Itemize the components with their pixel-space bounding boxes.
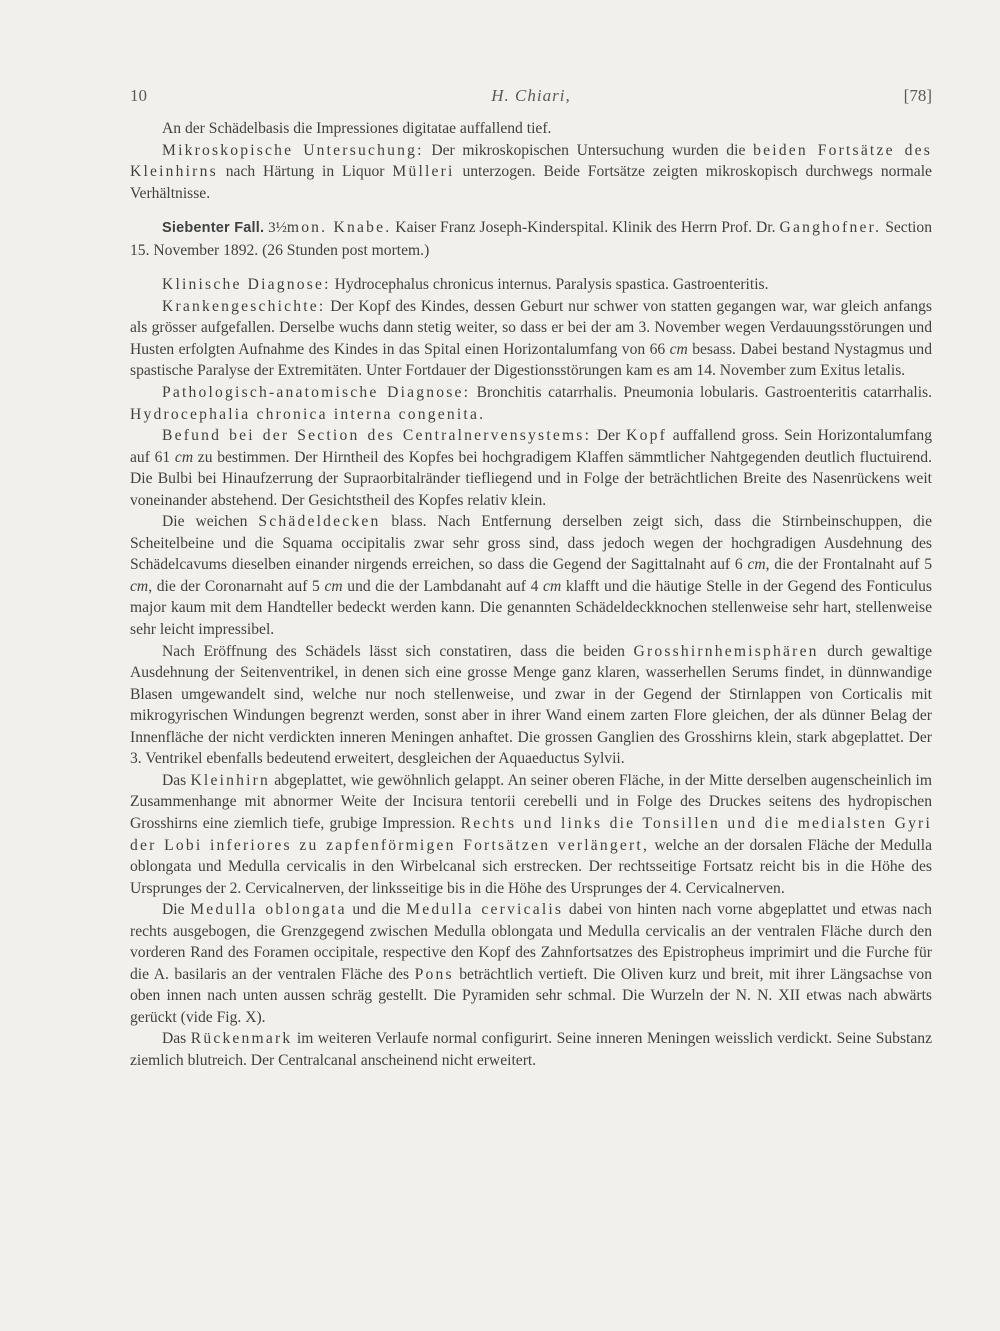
- text: durch gewaltige Ausdehnung der Seitenventrikel, in denen sich eine grosse Menge ganz klaren, wasserhellen Serums findet, in dünnwandige Blasen umgewandelt sind, welche nur noch stellenweise, und zwar in der Gegend der Stirnlappen von Corticalis mit mikrogyrischen Windungen begrenzt werden, sonst aber in ihrer Wand einem zarten Flore gleichen, der als dünner Belag der Innenfläche der nicht verdickten inneren Meningen anhaftet. Die grossen Ganglien des Grosshirns klein, stark abgeplattet. Der 3. Ventrikel ebenfalls bedeutend erweitert, desgleichen der Aquaeductus Sylvii.: [130, 642, 932, 768]
- text: auffallend gross. Sein Horizontalumfang auf 61: [130, 427, 932, 466]
- text: beträchtlich vertieft. Die Oliven kurz und breit, mit ihrer Längsachse von oben innen nach unten aussen schräg gestellt. Die Pyramiden sehr schmal. Die Wurzeln der N. N. XII etwas nach abwärts gerückt (vide Fig. X).: [130, 965, 932, 1026]
- spaced-term: Rückenmark: [190, 1030, 293, 1048]
- paragraph-clinical-diagnosis: [130, 274, 932, 296]
- section-lead: Mikroskopische Untersuchung:: [162, 141, 424, 159]
- text: abgeplattet, wie gewöhnlich gelappt. An seiner oberen Fläche, in der Mitte derselben augenscheinlich im Zusammenhange mit abnormer Weite der Incisura tentorii cerebelli und in Folge des Druckes seitens des hydropischen Grosshirns eine ziemlich tiefe, grubige Impression.: [130, 771, 932, 832]
- text: Das: [162, 1030, 191, 1048]
- page-number: 10: [130, 86, 147, 105]
- text: Hydrocephalus chronicus internus. Paralysis spastica. Gastroenteritis.: [330, 276, 769, 294]
- unit: cm: [543, 577, 562, 595]
- paragraph-cerebrum: [130, 641, 932, 770]
- text: besass. Dabei bestand Nystagmus und spastische Paralyse der Extremitäten. Unter Fortdauer der Digestionsstörungen kam es am 14. November zum Exitus letalis.: [130, 340, 932, 380]
- paragraph-spinal-cord: [130, 1028, 932, 1071]
- paragraph-section-findings: [130, 425, 932, 511]
- case-title: Siebenter Fall.: [162, 220, 265, 237]
- patient-age: 3½: [264, 220, 287, 237]
- unit: cm: [324, 577, 343, 595]
- journal-page-reference: [78]: [903, 86, 932, 105]
- section-lead: Pathologisch-anatomische Diagnose:: [162, 384, 471, 402]
- spaced-term: Grosshirnhemisphären: [633, 642, 819, 660]
- spaced-term: Schädeldecken: [258, 513, 381, 531]
- text: welche an der dorsalen Fläche der Medulla oblongata und Medulla cervicalis in den Wirbelcanal sich erstrecken. Der rechtsseitige Fortsatz reicht bis in die Höhe des Ursprunges der 2. Cervicalnerven, der linksseitige bis in die Höhe des Ursprunges der 4. Cervicalnerven.: [130, 836, 932, 897]
- spaced-term: Rechts und links die Tonsillen und die medialsten Gyri der Lobi inferiores zu zapfenförmigen Fortsätzen verlängert,: [130, 814, 932, 854]
- text: Der mikroskopischen Untersuchung wurden die: [423, 141, 754, 159]
- text: im weiteren Verlaufe normal configurirt. Seine inneren Meningen weisslich verdickt. Seine Substanz ziemlich blutreich. Der Centralcanal anscheinend nicht erweitert.: [130, 1030, 932, 1069]
- paragraph-medulla: [130, 899, 932, 1028]
- paragraph-skull-cover: [130, 511, 932, 640]
- text: Nach Eröffnung des Schädels lässt sich constatiren, dass die beiden: [162, 642, 634, 660]
- spaced-term: Mülleri: [392, 163, 455, 181]
- text: zu bestimmen. Der Hirntheil des Kopfes bei hochgradigem Klaffen sämmtlicher Nahtgegenden deutlich fluctuirend. Die Bulbi bei Hinaufzerrung der Supraorbitalränder tiefliegend und in Folge der beträchtlichen Breite des Nasenrückens weit voneinander abstehend. Der Gesichtstheil des Kopfes relativ klein.: [130, 448, 932, 509]
- spaced-term: Kopf: [626, 427, 667, 445]
- unit: cm: [669, 340, 688, 358]
- section-lead: Befund bei der Section des Centralnervensystems:: [162, 427, 592, 445]
- paragraph-case-history: [130, 296, 932, 382]
- text: Die weichen: [162, 513, 259, 531]
- section-lead: Krankengeschichte:: [162, 297, 326, 315]
- text: Die: [162, 901, 191, 919]
- spaced-term: Kleinhirn: [190, 771, 271, 789]
- text: blass. Nach Entfernung derselben zeigt sich, dass die Stirnbeinschuppen, die Scheitelbeine und die Squama occipitalis zwar sehr gross sind, dass jedoch wegen der hochgradigen Ausdehnung des Schädelcavums dieselben einander nirgends erreichen, so dass die Gegend der Sagittalnaht auf 6: [130, 513, 933, 574]
- body-text: [130, 118, 932, 1072]
- paragraph-skull-base: [130, 118, 932, 140]
- spaced-term: Medulla oblongata: [190, 901, 347, 919]
- text: und die: [346, 901, 407, 919]
- spaced-term: Medulla cervicalis: [406, 901, 564, 919]
- text: Bronchitis catarrhalis. Pneumonia lobularis. Gastroenteritis catarrhalis.: [470, 384, 932, 402]
- text: Der Kopf des Kindes, dessen Geburt nur schwer von statten gegangen war, war gleich anfangs als grösser aufgefallen. Derselbe wuchs dann stetig weiter, so dass er bei der am 3. November wegen Verdauungsstörungen und Husten erfolgten Aufnahme des Kindes in das Spital einen Horizontalumfang von 66: [130, 297, 932, 358]
- text: Section 15. November 1892. (26 Stunden post mortem.): [130, 219, 932, 259]
- text: Der: [591, 427, 627, 445]
- text: Kaiser Franz Joseph-Kinderspital. Klinik des Herrn Prof. Dr.: [391, 219, 780, 237]
- paragraph-microscopy: [130, 140, 932, 205]
- spaced-term: Hydrocephalia chronica interna congenita.: [130, 405, 486, 423]
- spaced-term: Ganghofner.: [779, 219, 882, 237]
- text: unterzogen. Beide Fortsätze zeigten mikroskopisch durchwegs normale Verhältnisse.: [130, 163, 932, 202]
- text: An der Schädelbasis die Impressiones digitatae auffallend tief.: [162, 120, 552, 137]
- running-header: [130, 86, 932, 108]
- text: und die der Lambdanaht auf 4: [342, 577, 544, 595]
- running-title-author: H. Chiari,: [491, 86, 571, 105]
- spaced-term: mon. Knabe.: [286, 219, 392, 237]
- unit: cm: [130, 577, 149, 595]
- text: , die der Coronarnaht auf 5: [148, 577, 325, 595]
- paragraph-cerebellum: [130, 770, 932, 899]
- text: klafft und die häutige Stelle in der Gegend des Fonticulus major kaum mit dem Handteller bedeckt werden kann. Die genannten Schädeldeckknochen stellenweise sehr hart, stellenweise sehr leicht impressibel.: [130, 577, 933, 639]
- spaced-term: beiden Fortsätze des Kleinhirns: [130, 141, 933, 181]
- spaced-term: Pons: [414, 965, 454, 983]
- text: dabei von hinten nach vorne abgeplattet und etwas nach rechts ausgebogen, die Grenzgegend zwischen Medulla oblongata und Medulla cervicalis an der ventralen Fläche durch den vorderen Rand des Foramen occipitale, respective den Kopf des Zahnfortsatzes des Epistropheus imprimirt und die Furche für die A. basilaris an der ventralen Fläche des: [130, 901, 932, 983]
- unit: cm: [174, 448, 194, 466]
- text: Das: [162, 771, 191, 789]
- paragraph-pathological-diagnosis: [130, 382, 932, 425]
- paragraph-case-heading: [130, 217, 932, 261]
- text: , die der Frontalnaht auf 5: [765, 556, 933, 574]
- text: nach Härtung in Liquor: [217, 163, 393, 181]
- unit: cm: [747, 556, 766, 574]
- section-lead: Klinische Diagnose:: [162, 276, 331, 294]
